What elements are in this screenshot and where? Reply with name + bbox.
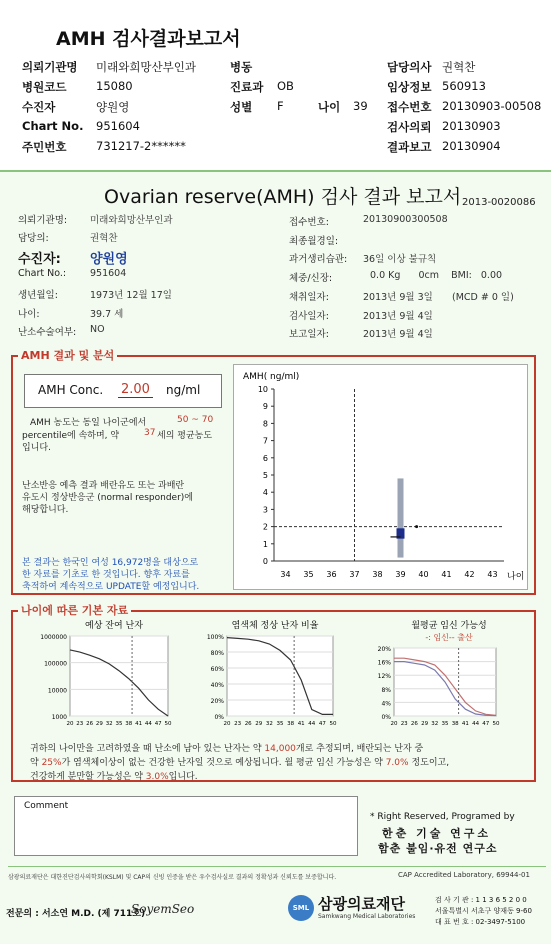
c3-x-tick-label: 29 xyxy=(421,721,429,727)
c1-x-tick-label: 38 xyxy=(125,721,133,727)
c2-x-tick-label: 47 xyxy=(318,721,326,727)
c2-x-tick-label: 26 xyxy=(244,721,252,727)
sum-c: 약 xyxy=(30,758,39,768)
rights-text: * Right Reserved, Programed by xyxy=(370,812,515,822)
r-surgery-label: 난소수술여부: xyxy=(18,327,77,338)
c2-y-tick-label: 20% xyxy=(210,698,224,705)
sum-d: 가 염색체이상이 없는 건강한 난자일 것으로 예상됩니다. 월 평균 임신 가능성은 약 xyxy=(61,758,383,768)
sml-logo-icon: SML xyxy=(288,895,314,921)
c3-y-tick-label: 0% xyxy=(381,714,391,721)
sum-f: 건강하게 분만할 가능성은 약 xyxy=(30,772,143,782)
amh-note-a: 본 결과는 한국인 여성 16,972명을 대상으로 xyxy=(22,558,199,568)
contact-3: 대 표 번 호 : 02-3497-5100 xyxy=(435,918,526,926)
amh-y-tick-label: 1 xyxy=(262,539,268,549)
foundation-en: Samkwang Medical Laboratories xyxy=(318,913,416,920)
sex-label: 성별 xyxy=(230,100,253,114)
c3-x-tick-label: 47 xyxy=(482,721,490,727)
r-birth-label: 생년월일: xyxy=(18,290,58,301)
r-receipt-value: 20130900300508 xyxy=(363,214,448,225)
c3-x-tick-label: 23 xyxy=(400,721,408,727)
r-body-value: 0.0 Kg 0cm BMI: 0.00 xyxy=(370,270,503,281)
clinical-info-label: 임상정보 xyxy=(387,80,432,94)
amh-text-1a: AMH 농도는 동일 나이군에서 xyxy=(30,418,147,428)
r-doctor-value: 권혁찬 xyxy=(90,233,118,244)
r-last-period-label: 최종월경일: xyxy=(289,236,339,247)
c1-x-tick-label: 35 xyxy=(115,721,123,727)
contact-1: 검 사 기 관 : 1 1 3 6 5 2 0 0 xyxy=(435,896,527,904)
r-test-date-label: 검사일자: xyxy=(289,311,329,322)
c1-x-tick-label: 47 xyxy=(154,721,162,727)
c2-plot-area xyxy=(227,636,333,716)
footer-note: 삼광의료재단은 대한진단검사의학회(KSLM) 및 CAP의 신빙 인증을 받은 우수검사실로 결과의 정확성과 신뢰도를 보증합니다. xyxy=(8,874,337,881)
amh-x-tick-label: 36 xyxy=(326,570,337,579)
foundation-name: 삼광의료재단 xyxy=(318,895,405,913)
amh-y-tick-label: 8 xyxy=(262,419,268,429)
ward-label: 병동 xyxy=(230,60,253,74)
institution-value: 미래와희망산부인과 xyxy=(96,60,196,74)
amh-conc-value: 2.00 xyxy=(118,382,153,398)
basic-section-heading: 나이에 따른 기본 자료 xyxy=(18,602,131,618)
r-body-label: 체중/신장: xyxy=(289,273,333,284)
chart-no-value: 951604 xyxy=(96,119,140,133)
c1-x-tick-label: 29 xyxy=(95,721,103,727)
amh-y-tick-label: 4 xyxy=(262,488,268,498)
remaining-eggs-chart xyxy=(26,618,186,736)
c1-y-tick-label: 1000 xyxy=(51,714,67,721)
r-report-date-value: 2013년 9월 4일 xyxy=(363,329,433,340)
amh-x-tick-label: 40 xyxy=(418,570,429,579)
normal-eggs-chart xyxy=(193,618,343,736)
result-report-value: 20130904 xyxy=(442,139,501,153)
chart-no-label: Chart No. xyxy=(22,119,84,133)
resident-no-value: 731217-2****** xyxy=(96,139,186,153)
c1-x-tick-label: 41 xyxy=(135,721,143,727)
age-value: 39 xyxy=(353,99,368,113)
r-sampling-label: 채취일자: xyxy=(289,292,329,303)
amh-text-2c: 해당합니다. xyxy=(22,505,69,515)
doctor-label: 담당의사 xyxy=(387,60,432,74)
chart3-legend: -: 임신-- 출산 xyxy=(425,633,473,642)
r-mcd: (MCD # 0 일) xyxy=(452,292,514,303)
hospital-code-value: 15080 xyxy=(96,79,133,93)
r-institution-value: 미래와희망산부인과 xyxy=(90,215,173,226)
specialist: 전문의 : 서소연 M.D. (제 711호) xyxy=(6,909,146,919)
amh-text-2a: 난소반응 예측 결과 배란유도 또는 과배란 xyxy=(22,481,185,491)
c2-y-tick-label: 60% xyxy=(210,666,224,673)
c3-x-tick-label: 35 xyxy=(441,721,449,727)
document-number: 2013-0020086 xyxy=(462,197,536,208)
org-1: 한춘 기술 연구소 xyxy=(382,827,492,840)
c1-x-tick-label: 44 xyxy=(144,721,152,727)
c2-x-tick-label: 35 xyxy=(276,721,284,727)
r-chart-no-label: Chart No.: xyxy=(18,268,67,279)
amh-text-1c: 세의 평균농도 xyxy=(157,431,213,441)
cap-accreditation: CAP Accredited Laboratory, 69944-01 xyxy=(398,871,530,879)
r-menstrual-value: 36일 이상 불규칙 xyxy=(363,254,437,265)
c2-x-tick-label: 20 xyxy=(223,721,231,727)
receipt-no-value: 20130903-00508 xyxy=(442,99,542,113)
r-test-date-value: 2013년 9월 4일 xyxy=(363,311,433,322)
r-age-label: 나이: xyxy=(18,309,40,320)
comment-label: Comment xyxy=(24,801,69,811)
r-surgery-value: NO xyxy=(90,324,105,335)
c3-y-tick-label: 4% xyxy=(381,700,391,708)
c3-x-tick-label: 26 xyxy=(410,721,418,727)
footer-divider xyxy=(8,866,546,867)
c1-x-tick-label: 20 xyxy=(66,721,74,727)
amh-y-tick-label: 7 xyxy=(262,436,268,446)
r-sampling-value: 2013년 9월 3일 xyxy=(363,292,433,303)
amh-age-chart xyxy=(233,364,528,590)
amh-chart-ylabel: AMH( ng/ml) xyxy=(243,372,300,382)
c2-x-tick-label: 38 xyxy=(287,721,295,727)
c3-y-tick-label: 16% xyxy=(377,659,391,667)
c2-y-tick-label: 0% xyxy=(214,714,224,721)
c3-x-tick-label: 32 xyxy=(431,721,439,727)
r-receipt-label: 접수번호: xyxy=(289,217,329,228)
contact-2: 서울특별시 서초구 양재동 9-60 xyxy=(435,907,532,915)
patient-value: 양원영 xyxy=(96,100,130,114)
sum-a: 귀하의 나이만을 고려하였을 때 난소에 남아 있는 난자는 약 xyxy=(30,744,262,754)
amh-x-tick-label: 35 xyxy=(303,570,314,579)
c2-x-tick-label: 23 xyxy=(234,721,242,727)
sum-abn: 25% xyxy=(41,758,62,768)
r-patient-value: 양원영 xyxy=(90,252,128,267)
sum-eggs: 14,000 xyxy=(264,744,296,754)
summary-text xyxy=(30,742,530,784)
amh-y-tick-label: 10 xyxy=(257,385,268,394)
signature: SoyemSeo xyxy=(131,902,195,916)
resident-no-label: 주민번호 xyxy=(22,140,67,154)
amh-x-tick-label: 38 xyxy=(372,570,383,579)
c3-y-tick-label: 8% xyxy=(381,686,391,694)
amh-note-c: 축적하여 계속적으로 UPDATE할 예정입니다. xyxy=(22,582,200,592)
sum-birth: 3.0% xyxy=(145,772,169,782)
amh-patient-point xyxy=(415,525,418,528)
report-title: AMH 검사결과보고서 xyxy=(56,28,241,50)
c2-x-tick-label: 41 xyxy=(297,721,305,727)
r-chart-no-value: 951604 xyxy=(90,268,127,279)
c3-x-tick-label: 20 xyxy=(390,721,398,727)
test-request-value: 20130903 xyxy=(442,119,501,133)
r-report-date-label: 보고일자: xyxy=(289,329,329,340)
org-2: 함춘 불임·유전 연구소 xyxy=(378,842,498,855)
sum-e: 정도이고, xyxy=(411,758,450,768)
amh-conc-unit: ng/ml xyxy=(166,383,201,397)
r-doctor-label: 담당의: xyxy=(18,233,49,244)
amh-x-axis-label: 나이 xyxy=(507,572,525,582)
c2-x-tick-label: 50 xyxy=(329,721,337,727)
amh-age-range-bar xyxy=(398,478,404,557)
amh-y-tick-label: 9 xyxy=(262,402,268,412)
r-age-value: 39.7 세 xyxy=(90,309,124,320)
c3-y-tick-label: 12% xyxy=(377,673,391,681)
c3-x-tick-label: 38 xyxy=(451,721,459,727)
c1-x-tick-label: 23 xyxy=(76,721,84,727)
department-label: 진료과 xyxy=(230,80,264,94)
amh-x-tick-label: 41 xyxy=(441,570,452,579)
c1-x-tick-label: 26 xyxy=(86,721,94,727)
clinical-info-value: 560913 xyxy=(442,79,486,93)
c2-x-tick-label: 32 xyxy=(265,721,273,727)
amh-y-tick-label: 0 xyxy=(262,557,268,566)
amh-text-1d: 입니다. xyxy=(22,443,51,453)
patient-label: 수진자 xyxy=(22,100,56,114)
c1-x-tick-label: 50 xyxy=(164,721,172,727)
sex-value: F xyxy=(277,99,284,113)
sum-g: 입니다. xyxy=(168,772,198,782)
r-birth-value: 1973년 12월 17일 xyxy=(90,290,172,301)
amh-conc-label: AMH Conc. xyxy=(38,383,104,397)
c1-y-tick-label: 100000 xyxy=(44,660,67,668)
amh-x-tick-label: 34 xyxy=(280,570,291,579)
sum-preg: 7.0% xyxy=(385,758,409,768)
amh-y-tick-label: 5 xyxy=(262,471,268,480)
amh-percentile: 50 ~ 70 xyxy=(177,415,214,425)
test-request-label: 검사의뢰 xyxy=(387,120,432,134)
c2-x-tick-label: 44 xyxy=(308,721,316,727)
c3-x-tick-label: 44 xyxy=(472,721,480,727)
c1-x-tick-label: 32 xyxy=(105,721,113,727)
amh-y-tick-label: 6 xyxy=(262,453,268,463)
amh-x-tick-label: 42 xyxy=(464,570,475,579)
department-value: OB xyxy=(277,79,294,93)
c2-y-tick-label: 80% xyxy=(210,650,224,657)
amh-y-tick-label: 2 xyxy=(262,522,268,532)
c1-y-tick-label: 1000000 xyxy=(40,634,67,641)
amh-note-b: 한 자료를 기초로 한 것입니다. 향후 자료를 xyxy=(22,570,190,580)
c3-x-tick-label: 41 xyxy=(461,721,469,727)
amh-x-tick-label: 43 xyxy=(487,570,498,579)
amh-x-tick-label: 37 xyxy=(349,570,360,579)
institution-label: 의뢰기관명 xyxy=(22,60,78,74)
amh-text-1b: percentile에 속하며, 약 xyxy=(22,431,120,441)
doctor-value: 권혁찬 xyxy=(442,60,476,74)
chart2-title: 염색체 정상 난자 비율 xyxy=(231,621,319,631)
c2-y-tick-label: 40% xyxy=(210,682,224,689)
c3-y-tick-label: 20% xyxy=(377,646,391,653)
c2-y-tick-label: 100% xyxy=(206,634,224,641)
amh-x-tick-label: 39 xyxy=(395,570,406,579)
amh-section-heading: AMH 결과 및 분석 xyxy=(18,347,117,363)
sum-b: 개로 추정되며, 배란되는 난자 중 xyxy=(295,744,424,754)
pregnancy-chart xyxy=(364,618,530,736)
chart3-title: 월평균 임신 가능성 xyxy=(411,621,487,631)
c2-x-tick-label: 29 xyxy=(255,721,263,727)
age-label: 나이 xyxy=(318,100,341,114)
hospital-code-label: 병원코드 xyxy=(22,80,67,94)
result-report-label: 결과보고 xyxy=(387,140,432,154)
amh-y-tick-label: 3 xyxy=(262,505,268,515)
c3-x-tick-label: 50 xyxy=(492,721,500,727)
c1-y-tick-label: 10000 xyxy=(47,687,67,695)
r-menstrual-label: 과거생리습관: xyxy=(289,254,348,265)
amh-text-2b: 유도시 정상반응군 (normal responder)에 xyxy=(22,493,193,503)
r-patient-label: 수진자: xyxy=(18,252,61,267)
chart1-title: 예상 잔여 난자 xyxy=(85,621,143,631)
r-institution-label: 의뢰기관명: xyxy=(18,215,68,226)
receipt-no-label: 접수번호 xyxy=(387,100,432,114)
amh-mean-age: 37 xyxy=(144,428,156,438)
report-main-title: Ovarian reserve(AMH) 검사 결과 보고서 xyxy=(104,186,462,208)
